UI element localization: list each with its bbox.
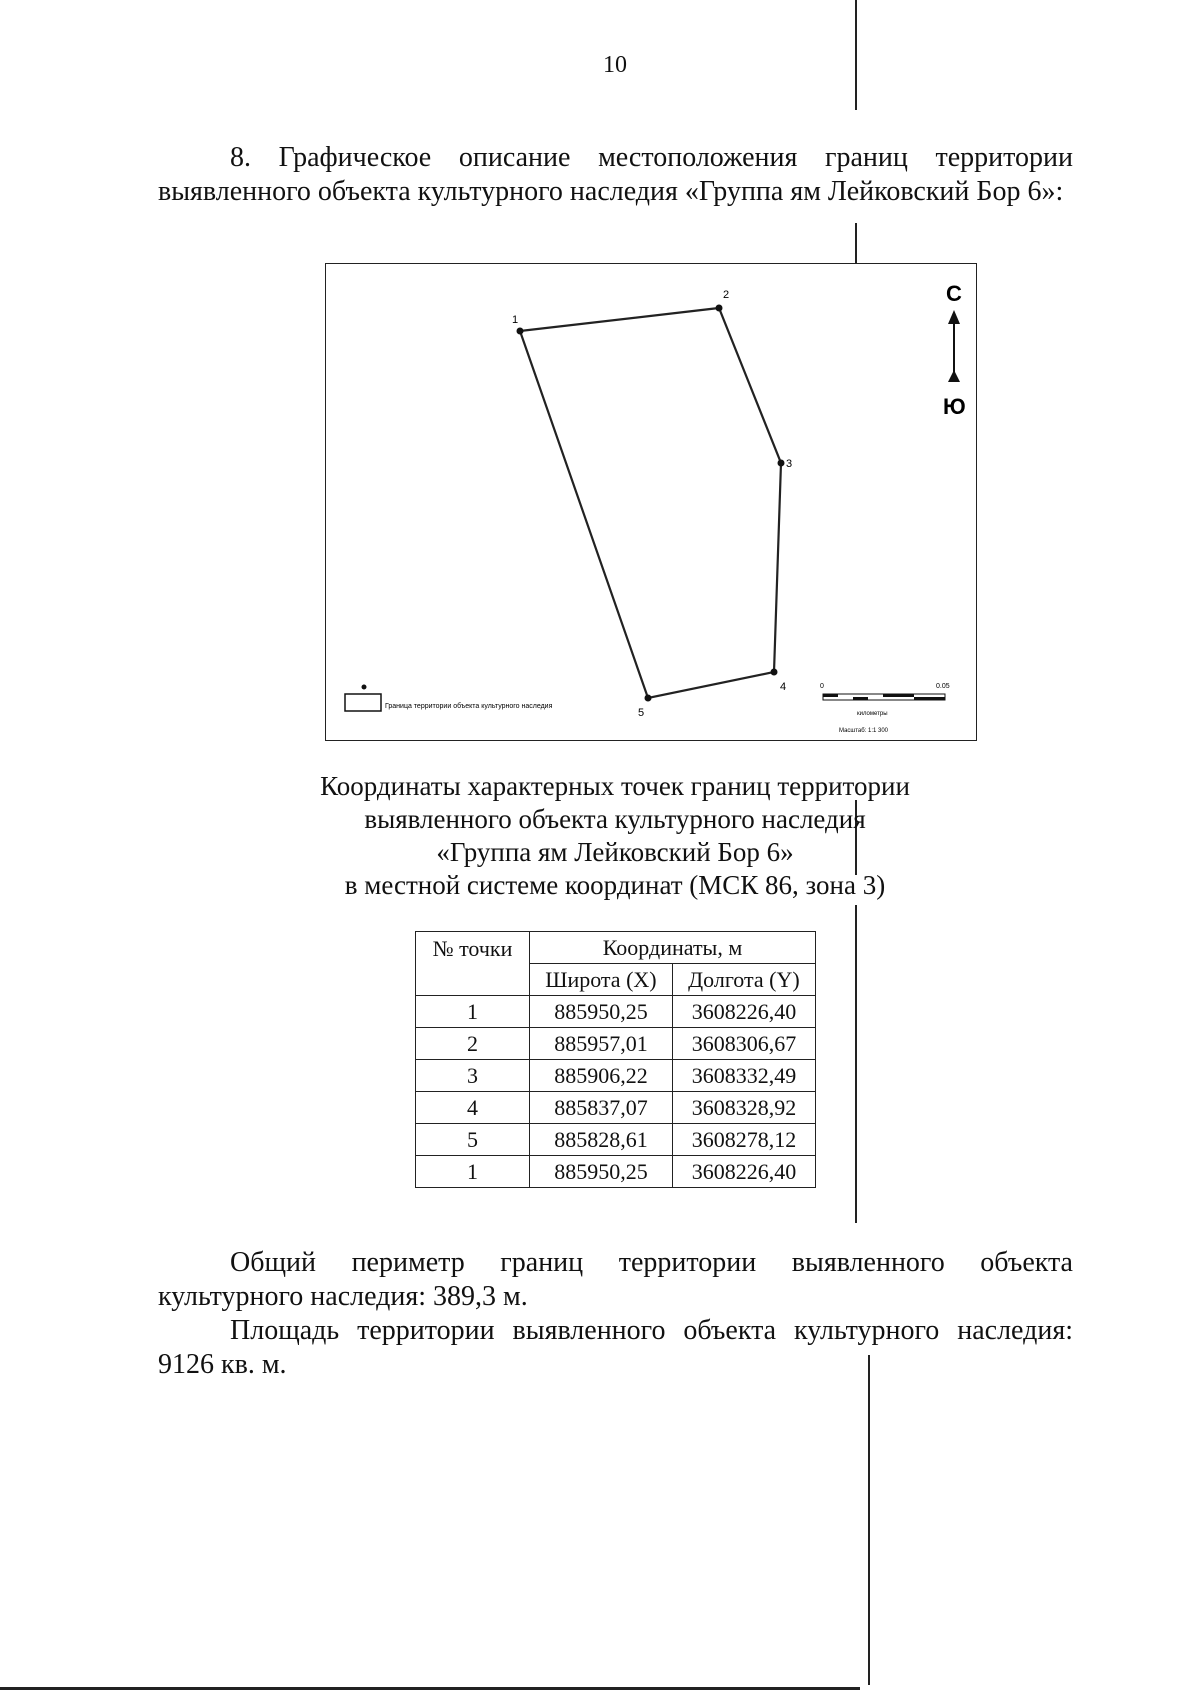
boundary-polygon [520, 308, 781, 698]
x-cell: 885906,22 [530, 1060, 673, 1092]
x-cell: 885957,01 [530, 1028, 673, 1060]
perimeter-text: Общий периметр границ территории выявленного объекта культурного наследия: 389,3 м. [158, 1247, 1073, 1312]
point-marker [517, 328, 524, 335]
x-cell: 885828,61 [530, 1124, 673, 1156]
col-coords-header: Координаты, м [530, 932, 816, 964]
section-heading: 8. Графическое описание местоположения границ территории выявленного объекта культурного наследия «Группа ям Лейковский Бор 6»: [158, 142, 1073, 207]
y-cell: 3608226,40 [672, 1156, 815, 1188]
point-cell: 5 [416, 1124, 530, 1156]
scan-fold-line [855, 905, 857, 1223]
compass-north-label: С [946, 281, 962, 306]
legend-point-icon [362, 685, 367, 690]
coordinates-table [415, 931, 816, 1188]
table-row [416, 1124, 816, 1156]
scan-fold-line [855, 223, 857, 263]
point-marker [778, 460, 785, 467]
scale-text: Масштаб: 1:1 300 [839, 728, 889, 734]
table-row [416, 1156, 816, 1188]
scale-bar-start: 0 [820, 683, 824, 690]
table-row [416, 996, 816, 1028]
point-marker [716, 305, 723, 312]
boundary-map [325, 263, 977, 741]
point-label: 4 [780, 681, 787, 693]
legend-label: Граница территории объекта культурного наследия [385, 703, 553, 710]
coordinates-title [260, 770, 970, 902]
point-label: 3 [786, 458, 793, 470]
y-cell: 3608328,92 [672, 1092, 815, 1124]
coordinates-title-line: выявленного объекта культурного наследия [364, 804, 866, 834]
col-point-header: № точки [416, 932, 530, 996]
scale-bar [823, 694, 945, 700]
legend-boundary-icon [345, 694, 381, 711]
scale-bar-unit: километры [857, 711, 888, 717]
scan-bottom-edge [0, 1687, 860, 1690]
table-header-row [416, 932, 816, 964]
scale-bar-end: 0.05 [936, 683, 950, 690]
col-lon-header: Долгота (Y) [672, 964, 815, 996]
table-row [416, 1060, 816, 1092]
compass-south-label: Ю [943, 394, 966, 419]
point-label: 1 [512, 314, 519, 326]
boundary-map-svg [326, 264, 978, 742]
x-cell: 885950,25 [530, 1156, 673, 1188]
point-label: 5 [638, 707, 645, 719]
point-cell: 2 [416, 1028, 530, 1060]
y-cell: 3608306,67 [672, 1028, 815, 1060]
point-marker [645, 695, 652, 702]
col-lat-header: Широта (X) [530, 964, 673, 996]
area-text: Площадь территории выявленного объекта культурного наследия: 9126 кв. м. [158, 1315, 1073, 1380]
point-cell: 1 [416, 996, 530, 1028]
north-arrow-icon [948, 310, 960, 382]
y-cell: 3608226,40 [672, 996, 815, 1028]
scan-fold-line [868, 1355, 870, 1685]
page-number: 10 [603, 52, 627, 78]
point-label: 2 [723, 289, 730, 301]
table-row [416, 1092, 816, 1124]
point-cell: 3 [416, 1060, 530, 1092]
point-cell: 1 [416, 1156, 530, 1188]
coordinates-title-line: в местной системе координат (МСК 86, зона 3) [344, 870, 886, 900]
x-cell: 885837,07 [530, 1092, 673, 1124]
table-row [416, 1028, 816, 1060]
coordinates-title-line: Координаты характерных точек границ территории [320, 771, 910, 801]
y-cell: 3608332,49 [672, 1060, 815, 1092]
y-cell: 3608278,12 [672, 1124, 815, 1156]
point-cell: 4 [416, 1092, 530, 1124]
point-marker [771, 669, 778, 676]
x-cell: 885950,25 [530, 996, 673, 1028]
coordinates-title-line: «Группа ям Лейковский Бор 6» [436, 837, 794, 867]
